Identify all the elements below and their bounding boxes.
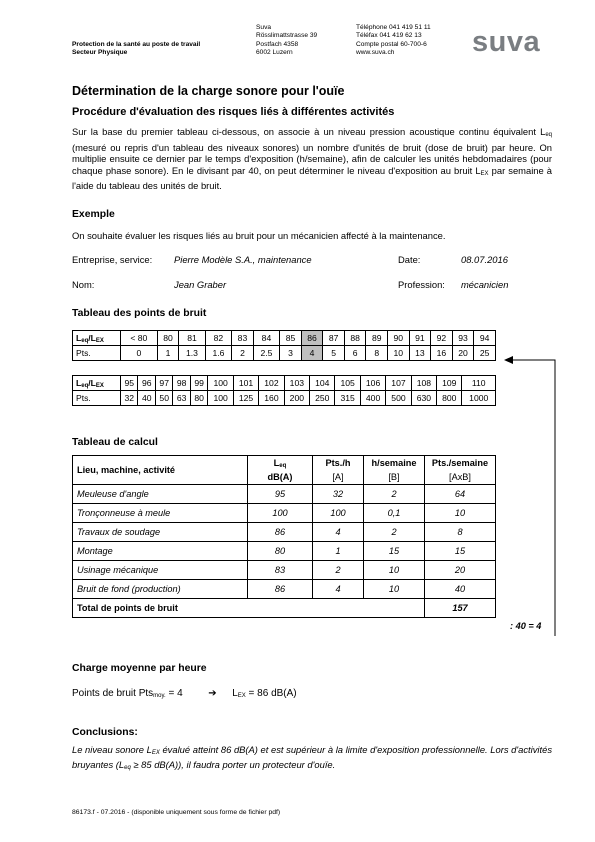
contact-line: Téléphone 041 419 51 11 <box>356 24 431 31</box>
points-table-cell: 0 <box>121 346 158 361</box>
calc-cell-leq: 83 <box>248 561 313 580</box>
points-table-cell: 101 <box>233 376 258 391</box>
calc-row <box>73 580 496 599</box>
points-table-cell: 90 <box>388 331 410 346</box>
calc-cell-pts-h: 4 <box>313 523 364 542</box>
calc-table <box>72 455 496 618</box>
date-value: 08.07.2016 <box>461 254 508 265</box>
calc-cell-activity: Bruit de fond (production) <box>73 580 248 599</box>
points-table-cell: 93 <box>452 331 474 346</box>
points-table-cell: 108 <box>411 376 436 391</box>
leq-lex-label: Leq/LEX <box>73 331 121 346</box>
points-table-cell: 2.5 <box>253 346 279 361</box>
contact-line: Téléfax 041 419 62 13 <box>356 32 422 40</box>
calc-cell-leq: 86 <box>248 580 313 599</box>
address-line: Postfach 4358 <box>256 40 299 48</box>
date-label: Date: <box>398 254 421 265</box>
points-table-cell: 109 <box>437 376 462 391</box>
points-table-cell: 87 <box>323 331 345 346</box>
calc-cell-leq: 100 <box>248 504 313 523</box>
points-row <box>73 391 496 406</box>
points-table-cell: 89 <box>366 331 388 346</box>
points-table-cell: 100 <box>208 391 233 406</box>
points-table-cell: 99 <box>190 376 207 391</box>
calc-cell-pts-h: 4 <box>313 580 364 599</box>
calc-cell-h-week: 10 <box>364 580 425 599</box>
points-row <box>73 346 496 361</box>
calc-cell-leq: 86 <box>248 523 313 542</box>
intro-text: par semaine à l'aide du tableau des unités de bruit. <box>72 164 552 192</box>
points-table-cell: 8 <box>366 346 388 361</box>
conclusions-text: Le niveau sonore LEX évalué atteint 86 dB(A) et est supérieur à la limite d'exposition professionnelle. Lors d'activités bruyantes (Leq ≥ 85 dB(A)), il faudra porter un protecteur d'ouïe. <box>72 744 553 772</box>
points-table-cell: 400 <box>360 391 385 406</box>
points-table-cell: 125 <box>233 391 258 406</box>
calc-cell-leq: 80 <box>248 542 313 561</box>
points-table-cell: 16 <box>431 346 453 361</box>
contact-line: Compte postal 60-700-6 <box>356 40 427 48</box>
calc-cell-pts-h: 2 <box>313 561 364 580</box>
col-leq-header: Leq <box>248 456 313 471</box>
calc-cell-activity: Tronçonneuse à meule <box>73 504 248 523</box>
calc-body <box>73 485 496 599</box>
intro-text: Sur la base du premier tableau ci-dessous, on associe à un niveau pression acoustique continu équivalent L <box>72 126 546 137</box>
points-table-cell: 86 <box>301 331 323 346</box>
points-table-cell: 81 <box>179 331 205 346</box>
intro-sub: EX <box>480 170 489 177</box>
points-table-cell: 106 <box>360 376 385 391</box>
points-table-cell: 40 <box>138 391 155 406</box>
example-heading: Exemple <box>72 209 115 220</box>
calc-cell-pts-week: 15 <box>425 542 496 561</box>
calc-total-row <box>73 599 496 618</box>
org-line-2: Secteur Physique <box>72 49 128 57</box>
calc-cell-leq: 95 <box>248 485 313 504</box>
col-pts-h-unit: [A] <box>313 470 364 485</box>
points-table-cell: 91 <box>409 331 431 346</box>
intro-paragraph <box>72 126 552 192</box>
average-rhs-sub: EX <box>237 693 246 699</box>
points-table-cell: 1.6 <box>205 346 231 361</box>
name-value: Jean Graber <box>174 279 227 290</box>
profession-value: mécanicien <box>461 279 509 290</box>
profession-label: Profession: <box>398 279 445 290</box>
calc-cell-pts-h: 32 <box>313 485 364 504</box>
points-table-cell: 4 <box>301 346 323 361</box>
points-table-cell: 82 <box>205 331 231 346</box>
points-table-cell: 20 <box>452 346 474 361</box>
division-result: : 40 = 4 <box>510 621 542 631</box>
company-label: Entreprise, service: <box>72 254 153 265</box>
address-line: Rösslimattstrasse 39 <box>256 32 318 40</box>
points-table-cell: 800 <box>437 391 462 406</box>
calc-cell-pts-week: 40 <box>425 580 496 599</box>
average-formula <box>72 688 297 699</box>
pts-label: Pts. <box>73 391 121 406</box>
calc-cell-pts-h: 100 <box>313 504 364 523</box>
calc-cell-activity: Usinage mécanique <box>73 561 248 580</box>
points-table-cell: 5 <box>323 346 345 361</box>
footer-text: 86173.f - 07.2016 - (disponible uniquement sous forme de fichier pdf) <box>72 809 281 816</box>
total-label: Total de points de bruit <box>73 599 425 618</box>
contact-block <box>356 24 431 58</box>
calc-table-heading: Tableau de calcul <box>72 437 158 448</box>
calc-row <box>73 561 496 580</box>
points-table-cell: 88 <box>344 331 366 346</box>
points-table-cell: 83 <box>232 331 254 346</box>
points-table-cell: 315 <box>335 391 360 406</box>
points-table-cell: 25 <box>474 346 496 361</box>
points-table-cell: 85 <box>280 331 302 346</box>
intro-text: (mesuré ou repris d'un tableau des niveaux sonores) un nombre d'unités de bruit (dose de bruit) par heure. On multiplie ensuite ce dernier par le temps d'exposition (h/semaine), afin de calculer les unités hebdomadaires (pour chaque phase sonore). En le divisant par 40, on peut déterminer le niveau d'exposition au bruit L <box>72 141 552 176</box>
points-table-cell: 97 <box>155 376 172 391</box>
calc-cell-activity: Meuleuse d'angle <box>73 485 248 504</box>
col-pts-week-unit: [AxB] <box>425 470 496 485</box>
col-pts-week-header: Pts./semaine <box>425 456 496 471</box>
points-table-part-2 <box>72 375 496 406</box>
levels-row <box>73 331 496 346</box>
col-leq-unit: dB(A) <box>248 470 313 485</box>
calc-row <box>73 485 496 504</box>
points-table-cell: 98 <box>173 376 190 391</box>
points-table-cell: 160 <box>259 391 284 406</box>
col-pts-h-header: Pts./h <box>313 456 364 471</box>
calc-header-row <box>73 456 496 471</box>
average-rhs: L <box>232 688 238 699</box>
points-table-cell: 200 <box>284 391 309 406</box>
points-table-cell: 110 <box>462 376 496 391</box>
average-rhs-eq: = 86 dB(A) <box>245 688 297 699</box>
col-h-week-unit: [B] <box>364 470 425 485</box>
calc-cell-h-week: 0,1 <box>364 504 425 523</box>
points-table-cell: 105 <box>335 376 360 391</box>
calc-cell-pts-week: 64 <box>425 485 496 504</box>
points-table-cell: 500 <box>386 391 411 406</box>
points-table-cell: 92 <box>431 331 453 346</box>
points-table-cell: 95 <box>121 376 138 391</box>
points-table-cell: 630 <box>411 391 436 406</box>
points-table-cell: < 80 <box>121 331 158 346</box>
points-table-cell: 80 <box>157 331 179 346</box>
calc-cell-pts-week: 20 <box>425 561 496 580</box>
points-table-cell: 63 <box>173 391 190 406</box>
page-subtitle: Procédure d'évaluation des risques liés à différentes activités <box>72 106 395 118</box>
points-table-part-1 <box>72 330 496 361</box>
connector-arrow <box>500 350 560 640</box>
address-block <box>256 24 317 58</box>
points-table-cell: 2 <box>232 346 254 361</box>
calc-cell-pts-week: 10 <box>425 504 496 523</box>
col-h-week-header: h/semaine <box>364 456 425 471</box>
points-table-cell: 100 <box>208 376 233 391</box>
points-table-cell: 250 <box>310 391 335 406</box>
address-line: 6002 Luzern <box>256 49 293 57</box>
points-table-cell: 1000 <box>462 391 496 406</box>
intro-sub: eq <box>545 132 552 138</box>
pts-label: Pts. <box>73 346 121 361</box>
levels-row <box>73 376 496 391</box>
calc-cell-activity: Montage <box>73 542 248 561</box>
average-lhs-eq: = 4 <box>165 688 183 699</box>
points-table-cell: 13 <box>409 346 431 361</box>
name-label: Nom: <box>72 279 95 290</box>
points-table-cell: 1.3 <box>179 346 205 361</box>
points-table-cell: 84 <box>253 331 279 346</box>
points-table-cell: 1 <box>157 346 179 361</box>
points-table-cell: 96 <box>138 376 155 391</box>
points-table-cell: 32 <box>121 391 138 406</box>
average-lhs: Points de bruit Pts <box>72 688 154 699</box>
points-table-cell: 3 <box>280 346 302 361</box>
calc-row <box>73 523 496 542</box>
points-table-cell: 102 <box>259 376 284 391</box>
points-table-cell: 94 <box>474 331 496 346</box>
calc-cell-pts-h: 1 <box>313 542 364 561</box>
points-table-cell: 107 <box>386 376 411 391</box>
calc-cell-h-week: 2 <box>364 485 425 504</box>
example-text: On souhaite évaluer les risques liés au bruit pour un mécanicien affecté à la maintenance. <box>72 230 446 241</box>
calc-cell-activity: Travaux de soudage <box>73 523 248 542</box>
conclusions-heading: Conclusions: <box>72 727 138 738</box>
suva-logo: suva <box>472 26 541 58</box>
calc-cell-h-week: 2 <box>364 523 425 542</box>
calc-row <box>73 542 496 561</box>
points-table-cell: 10 <box>388 346 410 361</box>
page-title: Détermination de la charge sonore pour l'ouïe <box>72 84 345 98</box>
average-lhs-sub: moy. <box>153 693 166 699</box>
arrow-icon: ➔ <box>208 688 217 699</box>
points-table-heading: Tableau des points de bruit <box>72 308 207 319</box>
total-value: 157 <box>425 599 496 618</box>
contact-line: www.suva.ch <box>356 49 395 57</box>
calc-cell-pts-week: 8 <box>425 523 496 542</box>
col-activity-header: Lieu, machine, activité <box>73 456 248 485</box>
calc-cell-h-week: 15 <box>364 542 425 561</box>
points-table-cell: 6 <box>344 346 366 361</box>
points-table-cell: 103 <box>284 376 309 391</box>
leq-lex-label: Leq/LEX <box>73 376 121 391</box>
org-line-1: Protection de la santé au poste de travail <box>72 41 201 48</box>
points-table-cell: 104 <box>310 376 335 391</box>
calc-cell-h-week: 10 <box>364 561 425 580</box>
address-line: Suva <box>256 24 272 31</box>
calc-row <box>73 504 496 523</box>
org-block <box>72 41 200 58</box>
average-heading: Charge moyenne par heure <box>72 663 207 674</box>
company-value: Pierre Modèle S.A., maintenance <box>174 254 312 265</box>
points-table-cell: 50 <box>155 391 172 406</box>
points-table-cell: 80 <box>190 391 207 406</box>
